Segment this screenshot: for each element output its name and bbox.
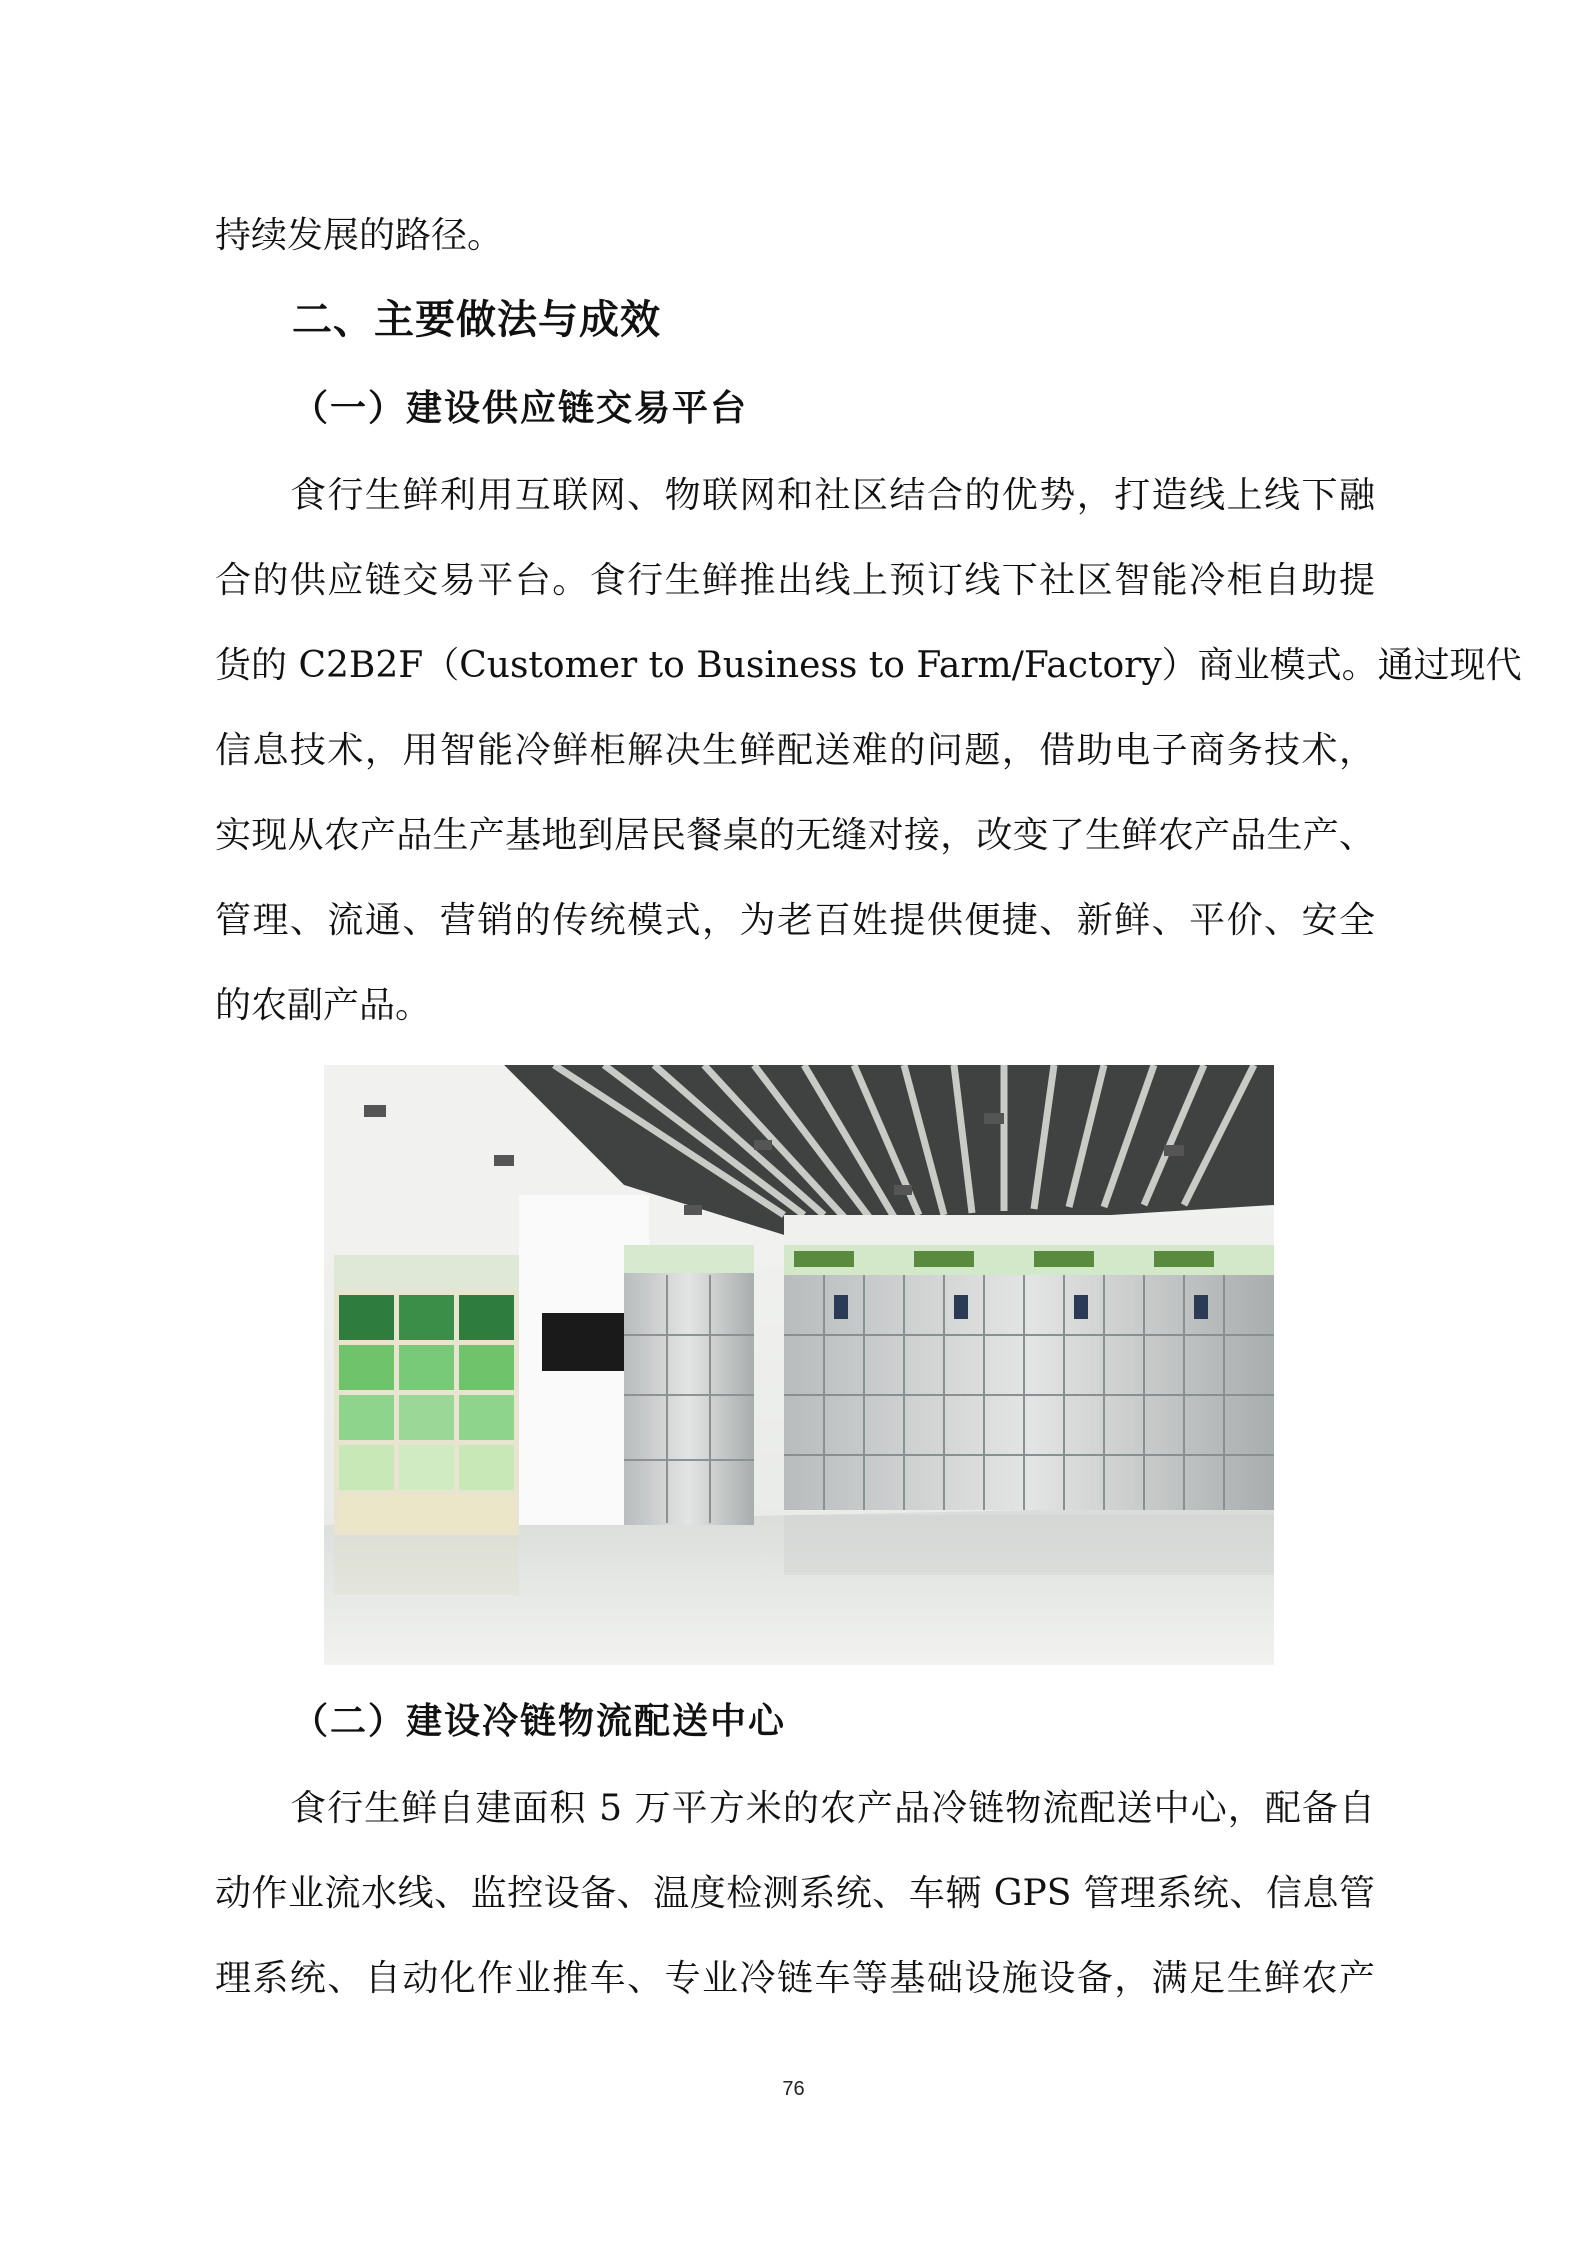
subsection-heading-1: （一）建设供应链交易平台 bbox=[292, 388, 749, 429]
paragraph-line: 信息技术，用智能冷鲜柜解决生鲜配送难的问题，借助电子商务技术， bbox=[215, 730, 1375, 771]
page-number: 76 bbox=[782, 2078, 805, 2100]
paragraph-line: 持续发展的路径。 bbox=[215, 215, 504, 256]
paragraph-line: 食行生鲜利用互联网、物联网和社区结合的优势，打造线上线下融 bbox=[290, 475, 1375, 516]
paragraph-line: 实现从农产品生产基地到居民餐桌的无缝对接，改变了生鲜农产品生产、 bbox=[215, 815, 1375, 856]
smart-locker-photo bbox=[324, 1065, 1274, 1665]
paragraph-line: 合的供应链交易平台。食行生鲜推出线上预订线下社区智能冷柜自助提 bbox=[215, 560, 1375, 601]
subsection-heading-2: （二）建设冷链物流配送中心 bbox=[292, 1701, 787, 1742]
paragraph-line: 动作业流水线、监控设备、温度检测系统、车辆 GPS 管理系统、信息管 bbox=[215, 1873, 1375, 1914]
section-heading: 二、主要做法与成效 bbox=[292, 297, 661, 343]
paragraph-line: 管理、流通、营销的传统模式，为老百姓提供便捷、新鲜、平价、安全 bbox=[215, 900, 1375, 941]
paragraph-line: 理系统、自动化作业推车、专业冷链车等基础设施设备，满足生鲜农产 bbox=[215, 1958, 1375, 1999]
paragraph-line: 的农副产品。 bbox=[215, 985, 432, 1026]
paragraph-line: 食行生鲜自建面积 5 万平方米的农产品冷链物流配送中心，配备自 bbox=[290, 1788, 1375, 1829]
paragraph-line: 货的 C2B2F（Customer to Business to Farm/Factory）商业模式。通过现代 bbox=[215, 645, 1522, 686]
